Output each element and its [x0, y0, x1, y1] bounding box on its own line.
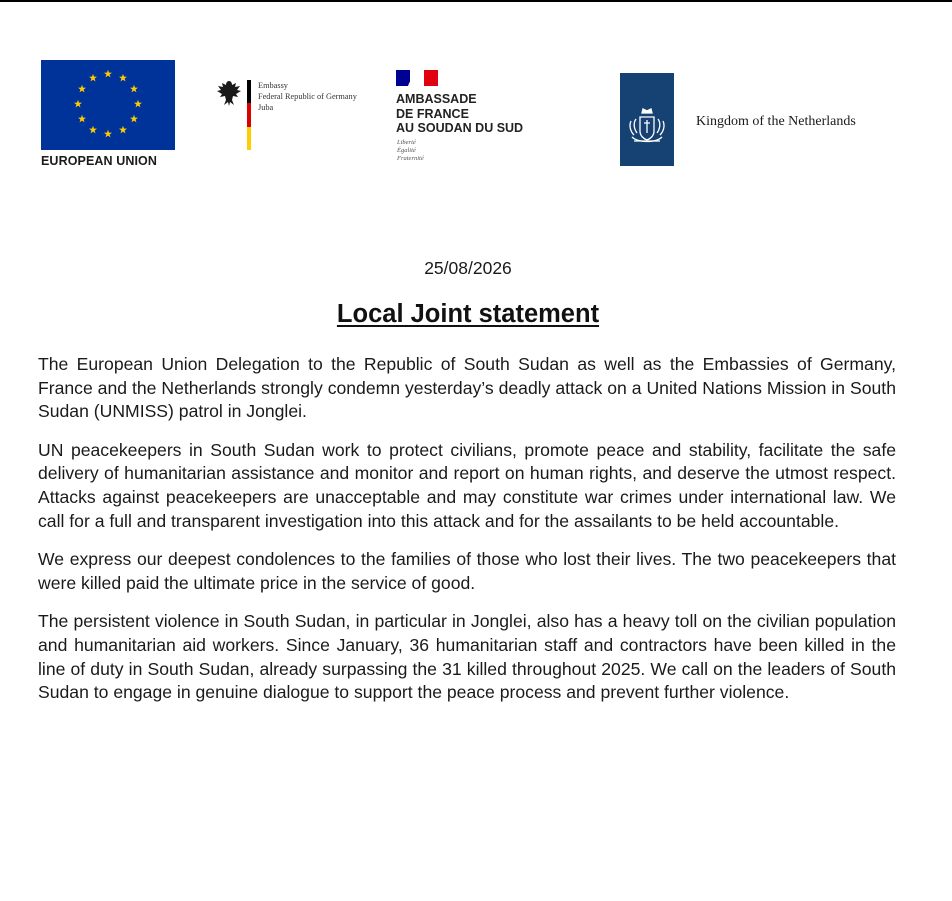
france-embassy-title: [396, 92, 523, 136]
germany-embassy-logo: [216, 74, 396, 154]
france-embassy-logo: [396, 70, 566, 174]
paragraph-2: UN peacekeepers in South Sudan work to protect civilians, promote peace and stability, facilitate the safe delivery of humanitarian assistance and monitor and report on human rights, and deserve the utmost respect. Attacks against peacekeepers are unacceptable and may constitute war crimes under international law. We call for a full and transparent investigation into this attack and for the assailants to be held accountable.: [38, 439, 896, 531]
germany-line-3: Juba: [258, 103, 274, 112]
marianne-icon: [396, 70, 438, 86]
germany-line-1: Embassy: [258, 81, 288, 90]
eu-star-icon: [119, 126, 127, 134]
paragraph-1: The European Union Delegation to the Republic of South Sudan as well as the Embassies of Germany, France and the Netherlands strongly condemn yesterday’s deadly attack on a United Nations Mission in South Sudan (UNMISS) patrol in Jonglei.: [38, 354, 896, 422]
motto-liberte: Liberté: [397, 139, 416, 146]
statement-title: Local Joint statement: [336, 300, 600, 328]
german-flag-stripes: [247, 80, 251, 150]
netherlands-text: Kingdom of the Netherlands: [696, 114, 856, 129]
germany-embassy-text: [258, 80, 357, 113]
france-line-2: DE FRANCE: [396, 106, 469, 121]
eu-star-icon: [130, 85, 138, 93]
logo-header: [0, 0, 952, 190]
france-motto: [397, 139, 424, 163]
eu-star-icon: [89, 126, 97, 134]
eu-star-icon: [78, 85, 86, 93]
eu-star-icon: [78, 115, 86, 123]
eu-star-icon: [104, 70, 112, 78]
eu-caption: EUROPEAN UNION: [41, 154, 157, 168]
paragraph-4: The persistent violence in South Sudan, in particular in Jonglei, also has a heavy toll on the civilian population and humanitarian aid workers. Since January, 36 humanitarian staff and contractors have been killed in the line of duty in South Sudan, already surpassing the 31 killed throughout 2025. We call on the leaders of South Sudan to engage in genuine dialogue to support the peace process and prevent further violence.: [38, 611, 896, 703]
netherlands-logo: [620, 73, 900, 167]
paragraph-3: We express our deepest condolences to the families of those who lost their lives. The two peacekeepers that were killed paid the ultimate price in the service of good.: [38, 549, 896, 593]
netherlands-emblem-block: [620, 73, 674, 166]
eu-logo: [41, 60, 176, 172]
france-line-3: AU SOUDAN DU SUD: [396, 121, 524, 135]
federal-eagle-icon: [216, 79, 242, 107]
eu-flag-icon: [41, 60, 175, 150]
eu-star-icon: [104, 130, 112, 138]
statement-body: [38, 353, 896, 720]
coat-of-arms-icon: [620, 73, 674, 166]
eu-star-icon: [89, 74, 97, 82]
germany-line-2: Federal Republic of Germany: [258, 92, 357, 101]
motto-egalite: Égalité: [397, 147, 416, 154]
eu-star-icon: [134, 100, 142, 108]
statement-date: 25/08/2026: [424, 258, 512, 278]
eu-star-icon: [119, 74, 127, 82]
france-line-1: AMBASSADE: [396, 92, 477, 106]
eu-star-icon: [74, 100, 82, 108]
eu-star-icon: [130, 115, 138, 123]
motto-fraternite: Fraternité: [397, 155, 424, 162]
